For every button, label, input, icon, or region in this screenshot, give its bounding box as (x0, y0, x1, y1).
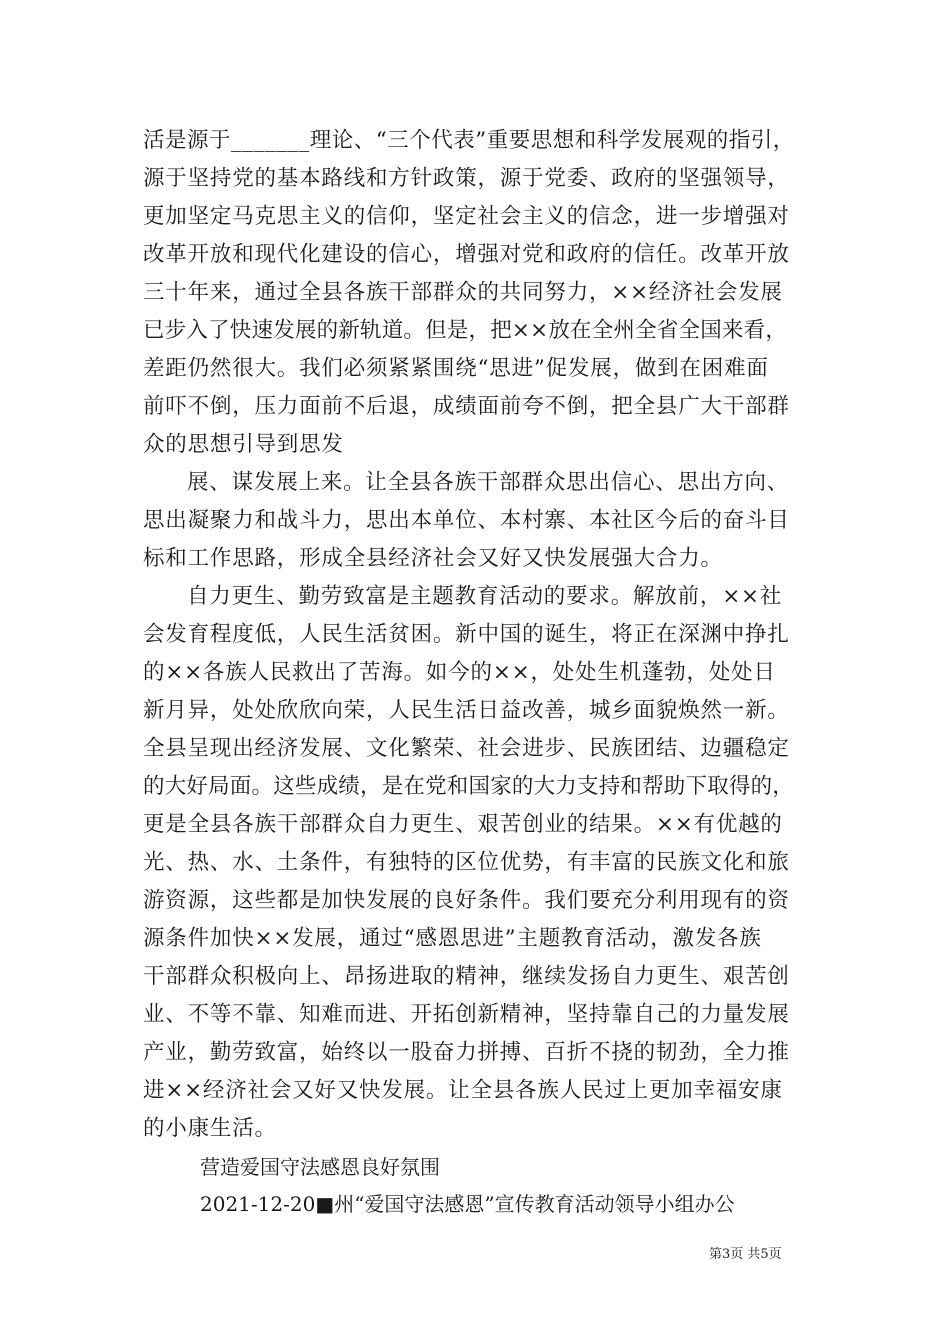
dateline: 2021-12-20■州“爱国守法感恩”宣传教育活动领导小组办公 (200, 1192, 735, 1216)
text-line: 差距仍然很大。我们必须紧紧围绕“思进”促发展，做到在困难面 (143, 356, 769, 381)
text-line: 全县呈现出经济发展、文化繁荣、社会进步、民族团结、边疆稳定 (143, 736, 790, 761)
text-line: 三十年来，通过全县各族干部群众的共同努力，××经济社会发展 (143, 280, 783, 305)
text-line: 更是全县各族干部群众自力更生、艰苦创业的结果。××有优越的 (143, 812, 783, 837)
text-line: 前吓不倒，压力面前不后退，成绩面前夸不倒，把全县广大干部群 (143, 394, 790, 419)
page-number: 第3页 共5页 (709, 1247, 782, 1262)
text-line: 改革开放和现代化建设的信心，增强对党和政府的信任。改革开放 (143, 242, 790, 267)
text-line: 光、热、水、土条件，有独特的区位优势，有丰富的民族文化和旅 (143, 850, 790, 875)
text-line: 众的思想引导到思发 (143, 432, 344, 457)
text-line: 的××各族人民救出了苦海。如今的××，处处生机蓬勃，处处日 (143, 660, 776, 685)
text-line: 标和工作思路，形成全县经济社会又好又快发展强大合力。 (143, 546, 723, 571)
text-line: 已步入了快速发展的新轨道。但是，把××放在全州全省全国来看， (143, 318, 788, 343)
text-line: 更加坚定马克思主义的信仰，坚定社会主义的信念，进一步增强对 (143, 204, 790, 229)
paragraph-start: 自力更生、勤劳致富是主题教育活动的要求。解放前，××社 (187, 584, 783, 609)
text-line: 干部群众积极向上、昂扬进取的精神，继续发扬自力更生、艰苦创 (143, 964, 790, 989)
paragraph-start: 展、谋发展上来。让全县各族干部群众思出信心、思出方向、 (187, 470, 790, 495)
text-line: 游资源，这些都是加快发展的良好条件。我们要充分利用现有的资 (143, 888, 790, 913)
text-line: 业、不等不靠、知难而进、开拓创新精神，坚持靠自己的力量发展 (143, 1002, 790, 1027)
text-line: 思出凝聚力和战斗力，思出本单位、本村寨、本社区今后的奋斗目 (143, 508, 790, 533)
text-line: 的大好局面。这些成绩，是在党和国家的大力支持和帮助下取得的， (143, 774, 795, 799)
section-heading: 营造爱国守法感恩良好氛围 (200, 1155, 440, 1179)
text-line: 产业，勤劳致富，始终以一股奋力拼搏、百折不挠的韧劲，全力推 (143, 1040, 790, 1065)
text-line: 的小康生活。 (143, 1116, 277, 1141)
text-line: 进××经济社会又好又快发展。让全县各族人民过上更加幸福安康 (143, 1078, 783, 1103)
text-line: 源于坚持党的基本路线和方针政策，源于党委、政府的坚强领导， (143, 166, 790, 191)
text-line: 活是源于_______理论、“三个代表”重要思想和科学发展观的指引， (143, 128, 795, 153)
text-line: 新月异，处处欣欣向荣，人民生活日益改善，城乡面貌焕然一新。 (143, 698, 790, 723)
text-line: 源条件加快××发展，通过“感恩思进”主题教育活动，激发各族 (143, 926, 762, 951)
text-line: 会发育程度低，人民生活贫困。新中国的诞生，将正在深渊中挣扎 (143, 622, 790, 647)
